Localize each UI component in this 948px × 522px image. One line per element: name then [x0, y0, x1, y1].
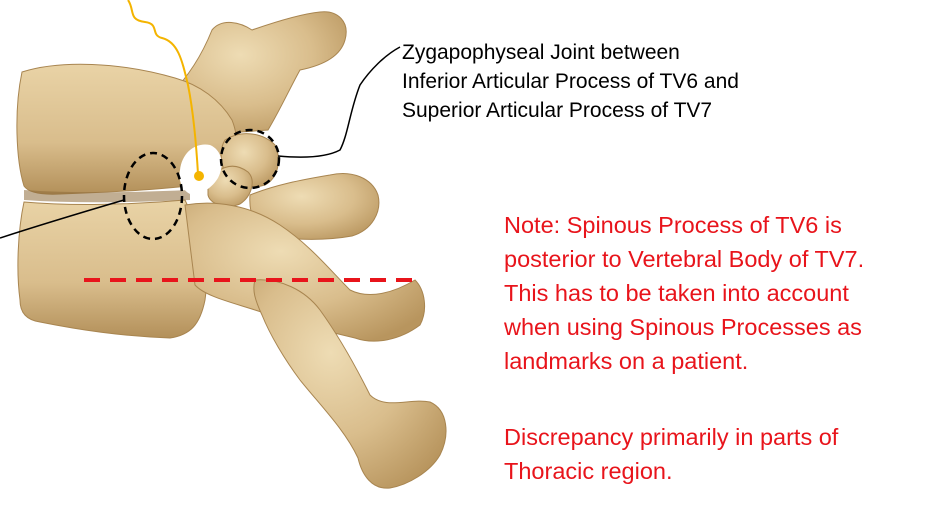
yellow-pointer-dot: [194, 171, 204, 181]
joint-label: [402, 38, 739, 125]
discrepancy-text: [504, 420, 838, 488]
note-line-1: Note: Spinous Process of TV6 is: [504, 212, 842, 238]
joint-label-line-2: Inferior Articular Process of TV6 and: [402, 70, 739, 93]
note-text: [504, 208, 864, 378]
joint-label-line-3: Superior Articular Process of TV7: [402, 99, 713, 122]
joint-label-line-1: Zygapophyseal Joint between: [402, 41, 680, 64]
note-line-5: landmarks on a patient.: [504, 348, 749, 374]
discrepancy-line-1: Discrepancy primarily in parts of: [504, 424, 839, 450]
note-line-2: posterior to Vertebral Body of TV7.: [504, 246, 865, 272]
note-line-3: This has to be taken into account: [504, 280, 849, 306]
note-line-4: when using Spinous Processes as: [504, 314, 862, 340]
discrepancy-line-2: Thoracic region.: [504, 458, 673, 484]
